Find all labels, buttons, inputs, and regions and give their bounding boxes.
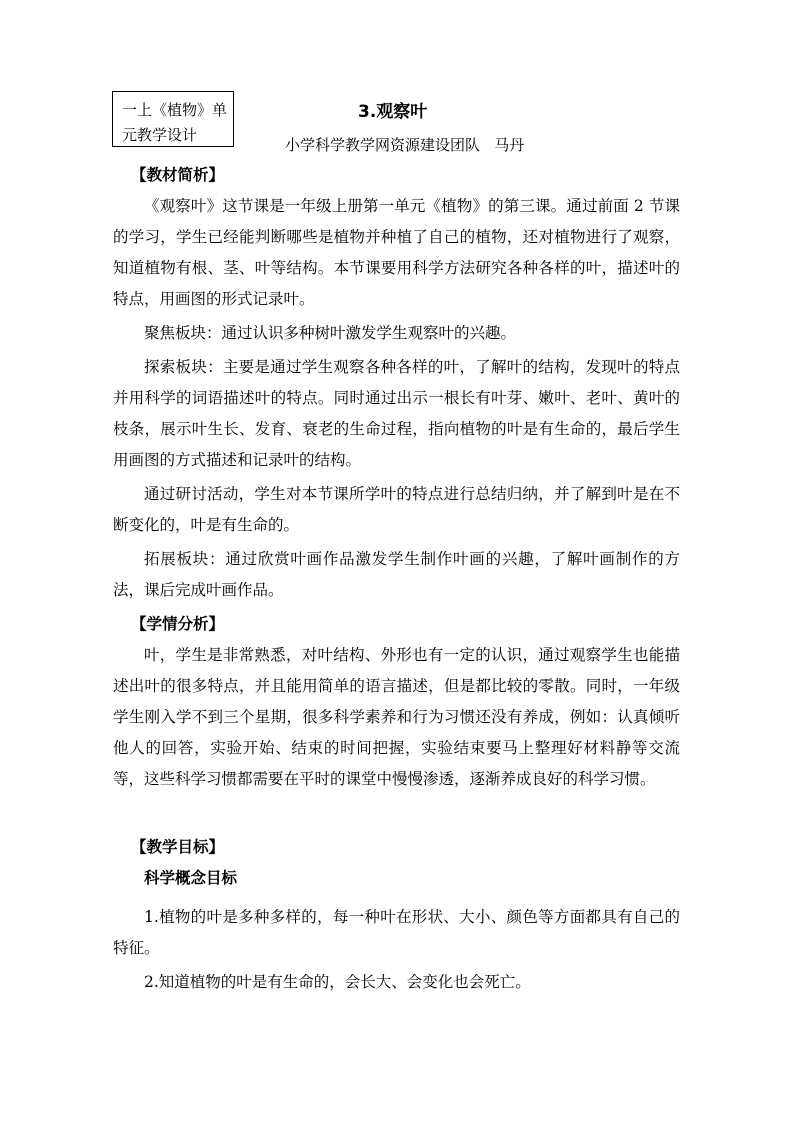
unit-label-box	[112, 91, 234, 147]
paragraph: 1.植物的叶是多种多样的，每一种叶在形状、大小、颜色等方面都具有自己的特征。	[113, 908, 680, 957]
paragraph: 2.知道植物的叶是有生命的，会长大、会变化也会死亡。	[144, 973, 531, 991]
subheading-concept-goals: 科学概念目标	[144, 869, 238, 887]
section-heading-goals: 【教学目标】	[131, 838, 225, 856]
paragraph: 《观察叶》这节课是一年级上册第一单元《植物》的第三课。通过前面 2 节课的学习，学生已经能判断哪些是植物并种植了自己的植物，还对植物进行了观察，知道植物有根、茎、叶等结构。本节课要用科学方法研究各种各样的叶，描述叶的特点，用画图的形式记录叶。	[113, 197, 680, 308]
paragraph: 探索板块：主要是通过学生观察各种各样的叶，了解叶的结构，发现叶的特点并用科学的词语描述叶的特点。同时通过出示一根长有叶芽、嫩叶、老叶、黄叶的枝条，展示叶生长、发育、衰老的生命过程，指向植物的叶是有生命的，最后学生用画图的方式描述和记录叶的结构。	[113, 358, 680, 469]
paragraph: 拓展板块：通过欣赏叶画作品激发学生制作叶画的兴趣，了解叶画制作的方法，课后完成叶画作品。	[113, 550, 680, 599]
unit-label-line-2: 元教学设计	[122, 126, 198, 144]
lesson-title: 3.观察叶	[358, 102, 428, 122]
paragraph: 叶，学生是非常熟悉，对叶结构、外形也有一定的认识，通过观察学生也能描述出叶的很多特点，并且能用简单的语言描述，但是都比较的零散。同时，一年级学生刚入学不到三个星期，很多科学素养和行为习惯还没有养成，例如：认真倾听他人的回答，实验开始、结束的时间把握，实验结束要马上整理好材料静等交流等，这些科学习惯都需要在平时的课堂中慢慢渗透，逐渐养成良好的科学习惯。	[113, 646, 680, 788]
document-body	[113, 160, 680, 1001]
unit-label-line-1: 一上《植物》单	[122, 101, 228, 119]
section-heading-students: 【学情分析】	[131, 615, 225, 633]
author-line: 小学科学教学网资源建设团队 马丹	[285, 136, 525, 154]
section-heading-textbook: 【教材简析】	[131, 166, 225, 184]
spacer	[113, 798, 680, 832]
paragraph: 聚焦板块：通过认识多种树叶激发学生观察叶的兴趣。	[144, 324, 517, 342]
paragraph: 通过研讨活动，学生对本节课所学叶的特点进行总结归纳，并了解到叶是在不断变化的，叶是有生命的。	[113, 485, 680, 534]
